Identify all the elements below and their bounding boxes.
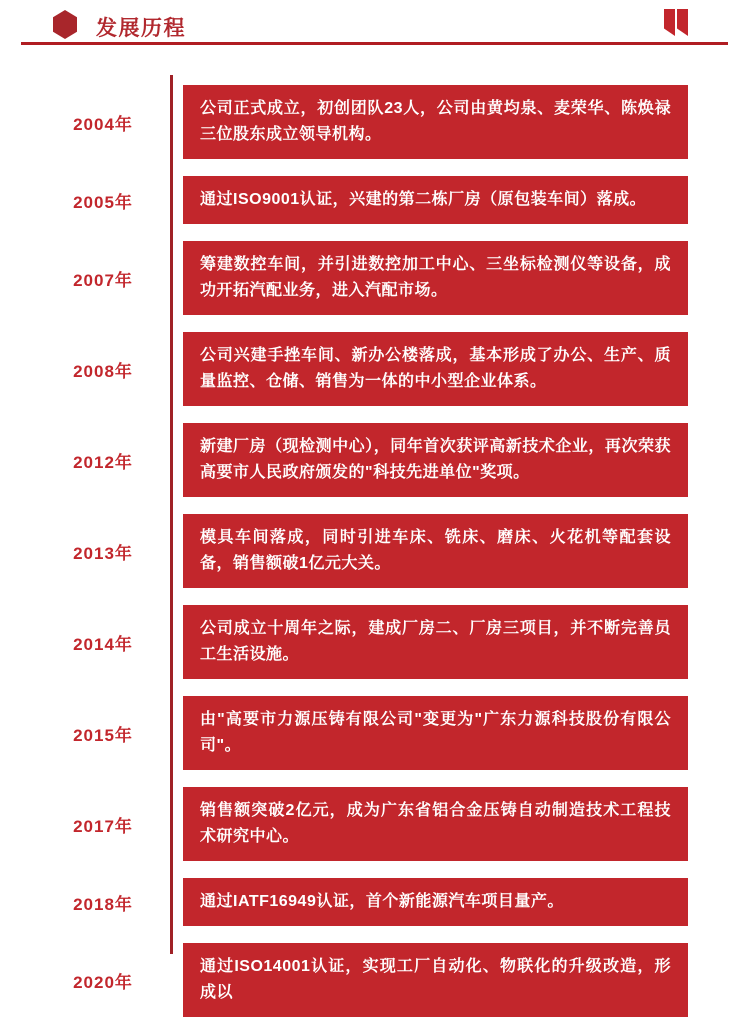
quote-bar-left bbox=[664, 9, 675, 36]
timeline-entry-2017 bbox=[0, 787, 731, 861]
timeline-event-box: 通过IATF16949认证，首个新能源汽车项目量产。 bbox=[183, 878, 688, 926]
timeline-entry-2015 bbox=[0, 696, 731, 770]
timeline bbox=[0, 85, 731, 1034]
timeline-year: 2013年 bbox=[73, 543, 133, 563]
timeline-event-box: 销售额突破2亿元，成为广东省铝合金压铸自动制造技术工程技术研究中心。 bbox=[183, 787, 688, 861]
timeline-event-box: 筹建数控车间，并引进数控加工中心、三坐标检测仪等设备，成功开拓汽配业务，进入汽配市场。 bbox=[183, 241, 688, 315]
header-divider bbox=[21, 42, 728, 45]
timeline-year: 2007年 bbox=[73, 270, 133, 290]
timeline-entry-2013 bbox=[0, 514, 731, 588]
timeline-year: 2005年 bbox=[73, 192, 133, 212]
timeline-event-box: 由"高要市力源压铸有限公司"变更为"广东力源科技股份有限公司"。 bbox=[183, 696, 688, 770]
timeline-entry-2020 bbox=[0, 943, 731, 1017]
timeline-event-box: 模具车间落成，同时引进车床、铣床、磨床、火花机等配套设备，销售额破1亿元大关。 bbox=[183, 514, 688, 588]
timeline-entry-2008 bbox=[0, 332, 731, 406]
timeline-entry-2018 bbox=[0, 878, 731, 926]
timeline-event-box: 通过ISO9001认证，兴建的第二栋厂房（原包装车间）落成。 bbox=[183, 176, 688, 224]
timeline-year: 2017年 bbox=[73, 816, 133, 836]
timeline-year: 2008年 bbox=[73, 361, 133, 381]
timeline-event-box: 公司成立十周年之际，建成厂房二、厂房三项目，并不断完善员工生活设施。 bbox=[183, 605, 688, 679]
timeline-year: 2004年 bbox=[73, 114, 133, 134]
quote-bar-right bbox=[677, 9, 688, 36]
timeline-year: 2020年 bbox=[73, 972, 133, 992]
timeline-year: 2014年 bbox=[73, 634, 133, 654]
timeline-event-box: 公司正式成立，初创团队23人，公司由黄均泉、麦荣华、陈焕禄三位股东成立领导机构。 bbox=[183, 85, 688, 159]
timeline-entry-2007 bbox=[0, 241, 731, 315]
timeline-year: 2018年 bbox=[73, 894, 133, 914]
timeline-year: 2012年 bbox=[73, 452, 133, 472]
timeline-entry-2005 bbox=[0, 176, 731, 224]
timeline-entry-2004 bbox=[0, 85, 731, 159]
timeline-event-box: 通过ISO14001认证，实现工厂自动化、物联化的升级改造，形成以 bbox=[183, 943, 688, 1017]
timeline-event-box: 新建厂房（现检测中心），同年首次获评高新技术企业，再次荣获高要市人民政府颁发的"科技先进单位"奖项。 bbox=[183, 423, 688, 497]
timeline-event-box: 公司兴建手挫车间、新办公楼落成，基本形成了办公、生产、质量监控、仓储、销售为一体的中小型企业体系。 bbox=[183, 332, 688, 406]
timeline-entry-2012 bbox=[0, 423, 731, 497]
timeline-entry-2014 bbox=[0, 605, 731, 679]
timeline-year: 2015年 bbox=[73, 725, 133, 745]
double-quote-icon bbox=[664, 9, 688, 36]
hexagon-icon bbox=[53, 10, 77, 39]
page-title: 发展历程 bbox=[96, 17, 186, 40]
